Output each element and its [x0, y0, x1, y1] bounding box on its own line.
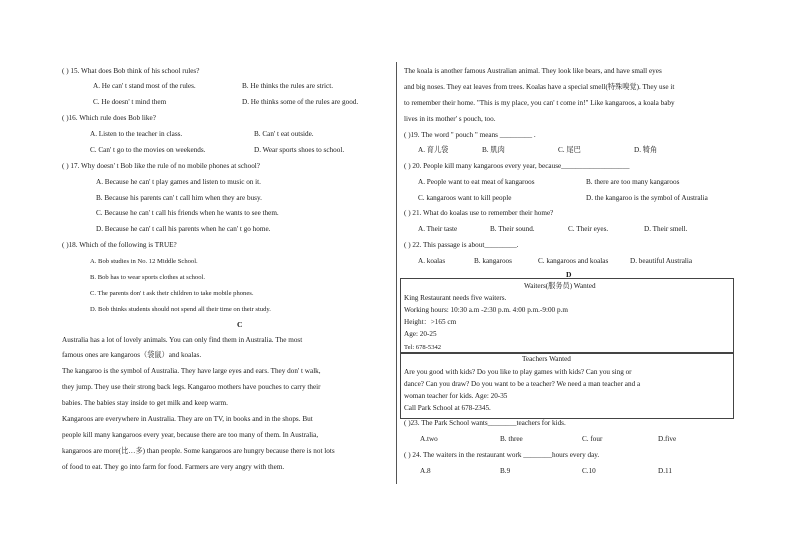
passage-c-line-7: people kill many kangaroos every year, because there are too many of them. In Australia, [62, 431, 319, 439]
q23-option-b: B. three [500, 435, 523, 443]
q21-option-a: A. Their taste [418, 225, 458, 233]
q19-stem: ( )19. The word " pouch " means _________ . [404, 131, 536, 139]
q16-option-c: C. Can' t go to the movies on weekends. [90, 146, 206, 154]
passage-c-line-9: of food to eat. They go into farm for food. Farmers are very angry with them. [62, 463, 285, 471]
q19-option-b: B. 肌肉 [482, 146, 505, 154]
koala-passage-line-2: and big noses. They eat leaves from trees. Koalas have a special smell(特殊嗅觉). They use it [404, 83, 675, 91]
q22-option-b: B. kangaroos [474, 257, 512, 265]
teachers-ad-title: Teachers Wanted [522, 355, 571, 363]
q24-stem: ( ) 24. The waiters in the restaurant work ________hours every day. [404, 451, 600, 459]
q20-stem: ( ) 20. People kill many kangaroos every year, because___________________ [404, 162, 630, 170]
q17-option-c: C. Because he can' t call his friends when he wants to see them. [96, 209, 279, 217]
q23-option-c: C. four [582, 435, 603, 443]
q21-option-c: C. Their eyes. [568, 225, 609, 233]
q18-option-c: C. The parents don' t ask their children to take mobile phones. [90, 290, 254, 297]
q23-option-a: A.two [420, 435, 438, 443]
column-divider [396, 62, 397, 484]
q15-option-b: B. He thinks the rules are strict. [242, 82, 334, 90]
q21-stem: ( ) 21. What do koalas use to remember their home? [404, 209, 554, 217]
q21-option-b: B. Their sound. [490, 225, 535, 233]
q15-stem: ( ) 15. What does Bob think of his school rules? [62, 67, 200, 75]
koala-passage-line-1: The koala is another famous Australian animal. They look like bears, and have small eyes [404, 67, 662, 75]
q16-option-d: D. Wear sports shoes to school. [254, 146, 345, 154]
q20-option-d: D. the kangaroo is the symbol of Australia [586, 194, 708, 202]
q22-option-d: D. beautiful Australia [630, 257, 693, 265]
q16-option-a: A. Listen to the teacher in class. [90, 130, 183, 138]
q15-option-a: A. He can' t stand most of the rules. [93, 82, 196, 90]
passage-c-line-6: Kangaroos are everywhere in Australia. They are on TV, in books and in the shops. But [62, 415, 313, 423]
q22-stem: ( ) 22. This passage is about_________. [404, 241, 519, 249]
q17-option-d: D. Because he can' t call his parents when he can' t go home. [96, 225, 271, 233]
q16-option-b: B. Can' t eat outside. [254, 130, 314, 138]
q24-option-b: B.9 [500, 467, 511, 475]
q15-option-c: C. He doesn' t mind them [93, 98, 167, 106]
q22-option-c: C. kangaroos and koalas [538, 257, 609, 265]
waiters-ad-line-4: Age: 20-25 [404, 330, 437, 338]
q16-stem: ( )16. Which rule does Bob like? [62, 114, 156, 122]
q20-option-c: C. kangaroos want to kill people [418, 194, 512, 202]
koala-passage-line-4: lives in its mother' s pouch, too. [404, 115, 496, 123]
waiters-ad-line-2: Working hours: 10:30 a.m -2:30 p.m. 4:00 p.m.-9:00 p.m [404, 306, 568, 314]
passage-c-line-8: kangaroos are more(比…多) than people. Some kangaroos are hungry because there is not lots [62, 447, 335, 455]
q18-option-b: B. Bob has to wear sports clothes at school. [90, 274, 206, 281]
teachers-ad-line-3: woman teacher for kids. Age: 20-35 [404, 392, 508, 400]
passage-c-line-1: Australia has a lot of lovely animals. You can only find them in Australia. The most [62, 336, 303, 344]
waiters-ad-line-5: Tel: 678-5342 [404, 344, 442, 351]
q17-option-b: B. Because his parents can' t call him when they are busy. [96, 194, 262, 202]
passage-c-line-3: The kangaroo is the symbol of Australia. They have large eyes and ears. They don' t walk, [62, 367, 321, 375]
q24-option-d: D.11 [658, 467, 672, 475]
q18-option-a: A. Bob studies in No. 12 Middle School. [90, 258, 198, 265]
q22-option-a: A. koalas [418, 257, 446, 265]
koala-passage-line-3: to remember their home. "This is my place, you can' t come in!" Like kangaroos, a koala baby [404, 99, 675, 107]
q20-option-a: A. People want to eat meat of kangaroos [418, 178, 535, 186]
q20-option-b: B. there are too many kangaroos [586, 178, 680, 186]
passage-c-line-5: babies. The babies stay inside to get milk and keep warm. [62, 399, 228, 407]
waiters-ad-title: Waiters(服务员) Wanted [524, 282, 596, 290]
q17-stem: ( ) 17. Why doesn' t Bob like the rule of no mobile phones at school? [62, 162, 260, 170]
q15-option-d: D. He thinks some of the rules are good. [242, 98, 359, 106]
q19-option-c: C. 尾巴 [558, 146, 581, 154]
q18-stem: ( )18. Which of the following is TRUE? [62, 241, 177, 249]
q19-option-a: A. 育儿袋 [418, 146, 449, 154]
q23-stem: ( )23. The Park School wants________teachers for kids. [404, 419, 566, 427]
teachers-ad-line-2: dance? Can you draw? Do you want to be a teacher? We need a man teacher and a [404, 380, 641, 388]
passage-c-line-2: famous ones are kangaroos（袋鼠）and koalas. [62, 351, 202, 359]
waiters-ad-line-3: Height：>165 cm [404, 318, 457, 326]
q24-option-c: C.10 [582, 467, 596, 475]
q21-option-d: D. Their smell. [644, 225, 688, 233]
section-d-heading: D [566, 270, 572, 279]
teachers-ad-line-4: Call Park School at 678-2345. [404, 404, 491, 412]
passage-c-line-4: they jump. They use their strong back legs. Kangaroo mothers have pouches to carry their [62, 383, 321, 391]
teachers-ad-line-1: Are you good with kids? Do you like to play games with kids? Can you sing or [404, 368, 632, 376]
q18-option-d: D. Bob thinks students should not spend all their time on their study. [90, 306, 271, 313]
q24-option-a: A.8 [420, 467, 431, 475]
section-c-heading: C [237, 320, 243, 329]
q17-option-a: A. Because he can' t play games and listen to music on it. [96, 178, 261, 186]
q19-option-d: D. 犄角 [634, 146, 658, 154]
waiters-ad-line-1: King Restaurant needs five waiters. [404, 294, 507, 302]
q23-option-d: D.five [658, 435, 677, 443]
